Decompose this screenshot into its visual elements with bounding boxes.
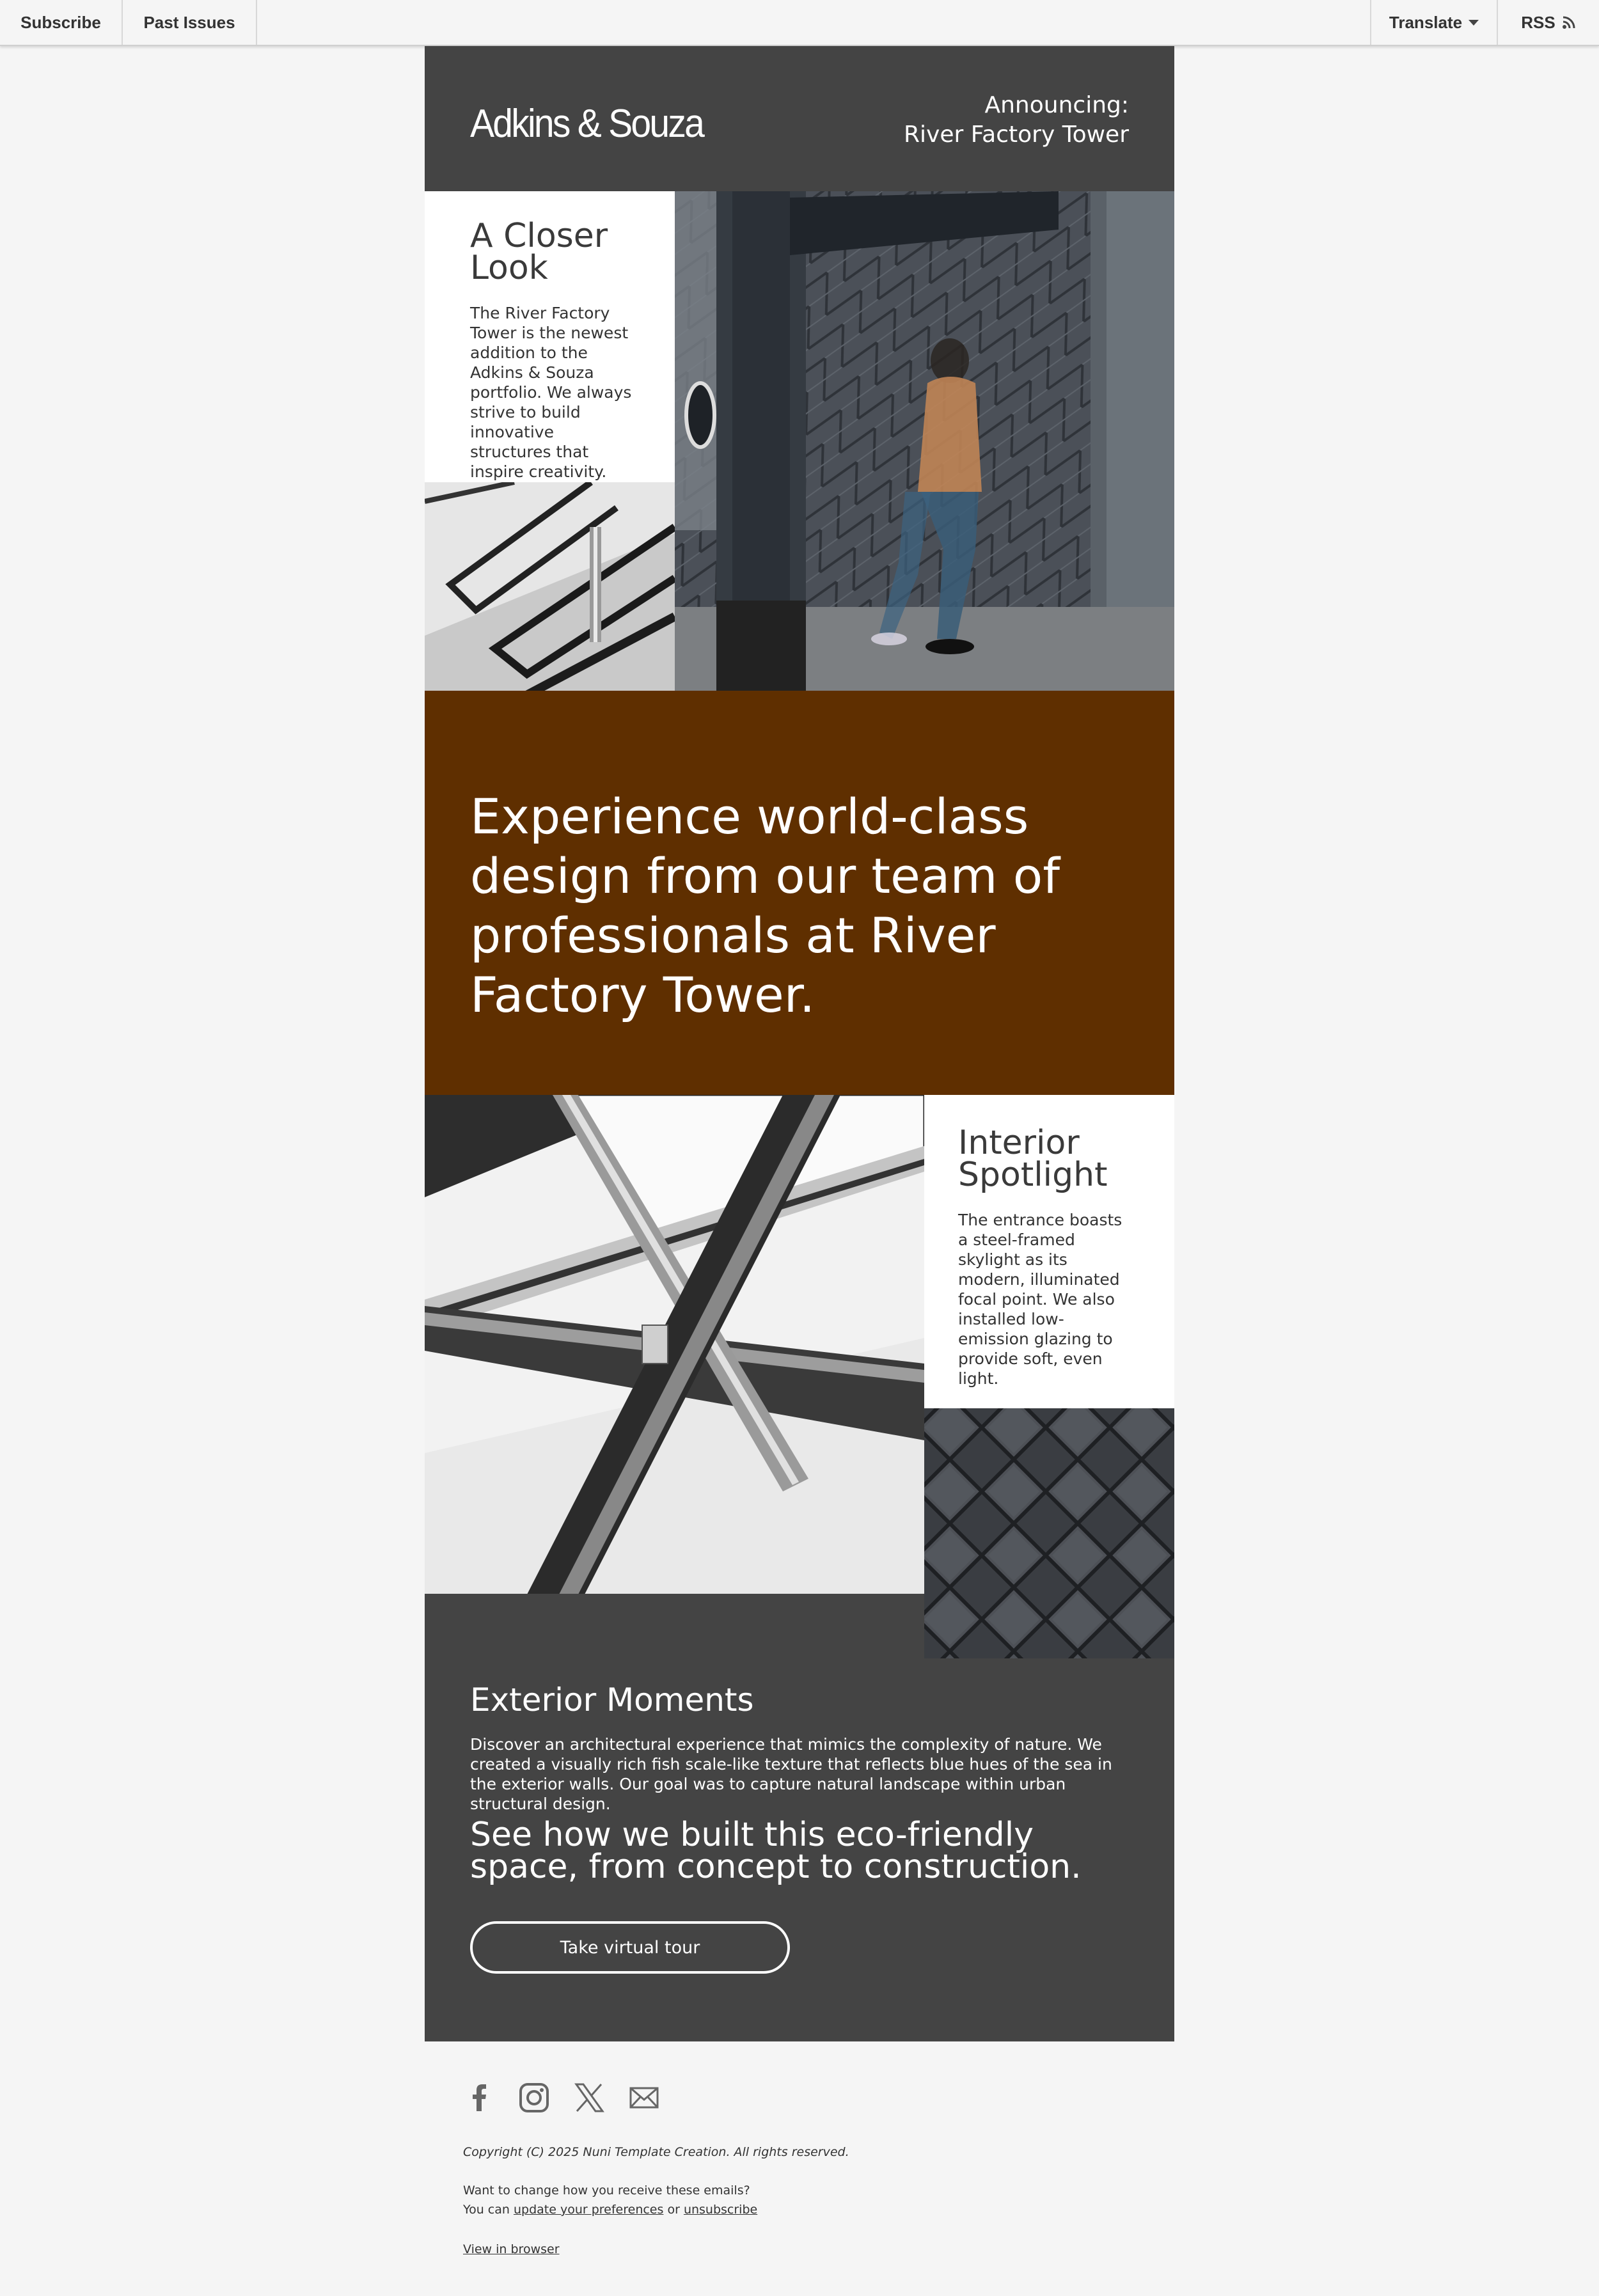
interior-title-line1: Interior [958,1124,1080,1162]
topbar-divider [256,0,257,45]
subscribe-label: Subscribe [20,12,101,32]
or-text: or [667,2203,680,2217]
view-in-browser-link[interactable]: View in browser [463,2242,560,2256]
rss-label: RSS [1521,12,1556,32]
x-icon[interactable] [573,2082,605,2114]
interior-spotlight-body: The entrance boasts a steel-framed skylight as its modern, illuminated focal point. We also installed low-emission glazing to provide soft, even light. [958,1211,1122,1388]
preferences-line [463,2200,757,2219]
translate-label: Translate [1389,12,1463,32]
virtual-tour-label: Take virtual tour [560,1937,700,1958]
subscribe-link[interactable] [0,0,122,45]
caret-down-icon [1469,20,1479,26]
you-can-text: You can [463,2203,510,2217]
brand-logo: Adkins & Souza [470,102,704,146]
email-icon[interactable] [628,2082,660,2114]
announcement [904,91,1129,150]
closer-look-title [470,217,662,287]
closer-look-card [425,191,675,482]
skylight-photo [425,1095,924,1594]
unsubscribe-link[interactable]: unsubscribe [683,2203,758,2217]
exterior-title: Exterior Moments [470,1681,754,1718]
top-bar [0,0,1599,46]
interior-spotlight-title [958,1124,1163,1194]
interior-spotlight-card [924,1095,1174,1408]
announce-line1: Announcing: [984,92,1129,118]
view-in-browser-line [463,2240,560,2259]
exterior-body: Discover an architectural experience that mimics the complexity of nature. We created a visually rich fish scale-like texture that reflects blue hues of the sea in the exterior walls. Our goal was to capture natural landscape within urban structural design. [470,1735,1112,1813]
copyright-text: Copyright (C) 2025 Nuni Template Creation. All rights reserved. [463,2145,849,2159]
quote-text: Experience world-class design from our team of professionals at River Factory Tower. [470,788,1060,1023]
past-issues-link[interactable] [123,0,256,45]
email-header [425,46,1174,191]
closer-look-title-line1: A Closer [470,217,608,255]
interior-title-line2: Spotlight [958,1156,1108,1194]
rss-link[interactable] [1498,0,1599,45]
virtual-tour-button[interactable] [470,1921,790,1974]
past-issues-label: Past Issues [143,12,235,32]
update-preferences-link[interactable]: update your preferences [513,2203,664,2217]
change-emails-question: Want to change how you receive these emails? [463,2183,750,2198]
scale-tiles-photo [924,1408,1174,1658]
instagram-icon[interactable] [518,2082,550,2114]
quote-banner [425,691,1174,1095]
closer-look-title-line2: Look [470,249,548,287]
rss-icon [1562,15,1576,29]
exterior-cta-text: See how we built this eco-friendly space, from concept to construction. [470,1816,1082,1886]
closer-look-body: The River Factory Tower is the newest addition to the Adkins & Souza portfolio. We always strive to build innovative structures that inspire creativity. [470,304,632,481]
exterior-walker-photo [675,191,1174,691]
exterior-section [425,1594,1174,2041]
facebook-icon[interactable] [463,2082,495,2114]
announce-line2: River Factory Tower [904,122,1129,148]
translate-dropdown[interactable] [1371,0,1497,45]
